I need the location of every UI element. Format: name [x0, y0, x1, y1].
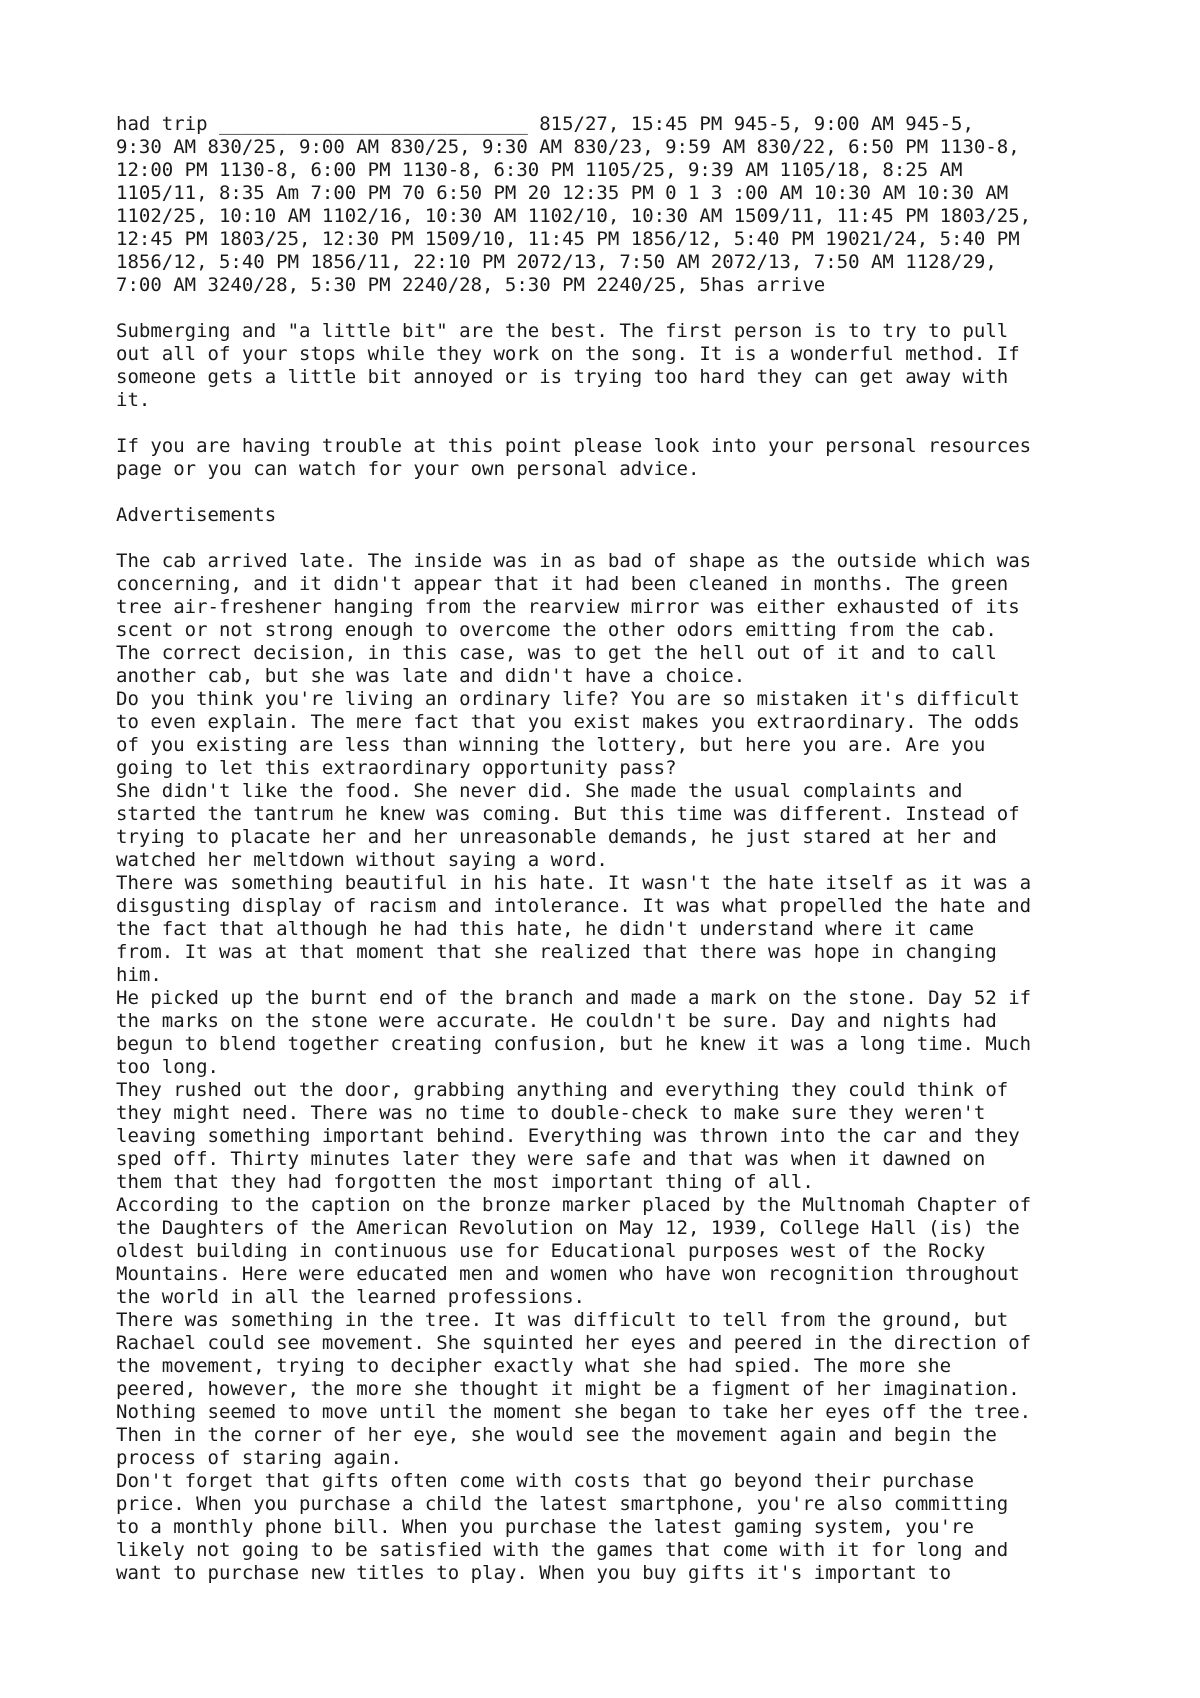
text-line: out all of your stops while they work on the song. It is a wonderful method. If: [116, 343, 1020, 365]
text-line: They rushed out the door, grabbing anything and everything they could think of: [116, 1079, 1009, 1101]
text-line: concerning, and it didn't appear that it had been cleaned in months. The green: [116, 573, 1009, 595]
text-line: 1105/11, 8:35 Am 7:00 PM 70 6:50 PM 20 12:35 PM 0 1 3 :00 AM 10:30 AM 10:30 AM: [116, 182, 1009, 204]
text-line: There was something in the tree. It was difficult to tell from the ground, but: [116, 1309, 1009, 1331]
text-line: 1102/25, 10:10 AM 1102/16, 10:30 AM 1102/10, 10:30 AM 1509/11, 11:45 PM 1803/25,: [116, 205, 1032, 227]
text-line: to a monthly phone bill. When you purchase the latest gaming system, you're: [116, 1516, 974, 1538]
text-line: The cab arrived late. The inside was in as bad of shape as the outside which was: [116, 550, 1032, 572]
text-line: oldest building in continuous use for Educational purposes west of the Rocky: [116, 1240, 986, 1262]
text-line: likely not going to be satisfied with the games that come with it for long and: [116, 1539, 1009, 1561]
text-line: someone gets a little bit annoyed or is trying too hard they can get away with: [116, 366, 1009, 388]
text-line: started the tantrum he knew was coming. But this time was different. Instead of: [116, 803, 1020, 825]
text-line: it.: [116, 389, 151, 411]
text-line: to even explain. The mere fact that you exist makes you extraordinary. The odds: [116, 711, 1020, 733]
text-line: 12:00 PM 1130-8, 6:00 PM 1130-8, 6:30 PM 1105/25, 9:39 AM 1105/18, 8:25 AM: [116, 159, 963, 181]
text-line: Rachael could see movement. She squinted her eyes and peered in the direction of: [116, 1332, 1032, 1354]
text-line: Do you think you're living an ordinary life? You are so mistaken it's difficult: [116, 688, 1020, 710]
submerging-paragraph: [116, 320, 1116, 412]
text-line: from. It was at that moment that she realized that there was hope in changing: [116, 941, 997, 963]
text-line: page or you can watch for your own personal advice.: [116, 458, 700, 480]
text-line: want to purchase new titles to play. When you buy gifts it's important to: [116, 1562, 952, 1584]
text-line: peered, however, the more she thought it might be a figment of her imagination.: [116, 1378, 1020, 1400]
paragraph-gap: [116, 527, 1116, 550]
document-page: [116, 113, 1116, 1585]
text-line: the world in all the learned professions.: [116, 1286, 585, 1308]
text-line: watched her meltdown without saying a word.: [116, 849, 608, 871]
paragraph-gap: [116, 481, 1116, 504]
text-line: price. When you purchase a child the latest smartphone, you're also committing: [116, 1493, 1009, 1515]
text-line: had trip ___________________________ 815/27, 15:45 PM 945-5, 9:00 AM 945-5,: [116, 113, 974, 135]
text-line: He picked up the burnt end of the branch and made a mark on the stone. Day 52 if: [116, 987, 1032, 1009]
text-line: the fact that although he had this hate, he didn't understand where it came: [116, 918, 974, 940]
text-line: process of staring again.: [116, 1447, 402, 1469]
text-line: trying to placate her and her unreasonable demands, he just stared at her and: [116, 826, 997, 848]
text-line: of you existing are less than winning the lottery, but here you are. Are you: [116, 734, 986, 756]
text-line: 9:30 AM 830/25, 9:00 AM 830/25, 9:30 AM 830/23, 9:59 AM 830/22, 6:50 PM 1130-8,: [116, 136, 1020, 158]
trouble-paragraph: [116, 435, 1116, 481]
text-line: There was something beautiful in his hate. It wasn't the hate itself as it was a: [116, 872, 1032, 894]
text-line: him.: [116, 964, 162, 986]
text-line: going to let this extraordinary opportunity pass?: [116, 757, 677, 779]
paragraph-gap: [116, 297, 1116, 320]
schedule-block: [116, 113, 1116, 297]
advertisements-label: Advertisements: [116, 504, 277, 526]
paragraph-gap: [116, 412, 1116, 435]
text-line: If you are having trouble at this point please look into your personal resources: [116, 435, 1032, 457]
text-line: begun to blend together creating confusion, but he knew it was a long time. Much: [116, 1033, 1032, 1055]
text-line: the Daughters of the American Revolution on May 12, 1939, College Hall (is) the: [116, 1217, 1020, 1239]
text-line: According to the caption on the bronze marker placed by the Multnomah Chapter of: [116, 1194, 1032, 1216]
body-text: [116, 550, 1116, 1585]
text-line: another cab, but she was late and didn't have a choice.: [116, 665, 746, 687]
text-line: 12:45 PM 1803/25, 12:30 PM 1509/10, 11:45 PM 1856/12, 5:40 PM 19021/24, 5:40 PM: [116, 228, 1020, 250]
text-line: Don't forget that gifts often come with costs that go beyond their purchase: [116, 1470, 974, 1492]
text-line: sped off. Thirty minutes later they were safe and that was when it dawned on: [116, 1148, 986, 1170]
text-line: 1856/12, 5:40 PM 1856/11, 22:10 PM 2072/13, 7:50 AM 2072/13, 7:50 AM 1128/29,: [116, 251, 997, 273]
text-line: Nothing seemed to move until the moment she began to take her eyes off the tree.: [116, 1401, 1032, 1423]
text-line: too long.: [116, 1056, 219, 1078]
text-line: Submerging and "a little bit" are the best. The first person is to try to pull: [116, 320, 1009, 342]
text-line: scent or not strong enough to overcome the other odors emitting from the cab.: [116, 619, 997, 641]
text-line: 7:00 AM 3240/28, 5:30 PM 2240/28, 5:30 PM 2240/25, 5has arrive: [116, 274, 826, 296]
text-line: leaving something important behind. Everything was thrown into the car and they: [116, 1125, 1020, 1147]
text-line: the marks on the stone were accurate. He couldn't be sure. Day and nights had: [116, 1010, 997, 1032]
text-line: disgusting display of racism and intolerance. It was what propelled the hate and: [116, 895, 1032, 917]
text-line: tree air-freshener hanging from the rearview mirror was either exhausted of its: [116, 596, 1020, 618]
text-line: they might need. There was no time to double-check to make sure they weren't: [116, 1102, 986, 1124]
text-line: She didn't like the food. She never did. She made the usual complaints and: [116, 780, 963, 802]
text-line: them that they had forgotten the most important thing of all.: [116, 1171, 814, 1193]
text-line: The correct decision, in this case, was to get the hell out of it and to call: [116, 642, 997, 664]
text-line: the movement, trying to decipher exactly what she had spied. The more she: [116, 1355, 952, 1377]
text-line: Then in the corner of her eye, she would see the movement again and begin the: [116, 1424, 997, 1446]
text-line: Mountains. Here were educated men and women who have won recognition throughout: [116, 1263, 1020, 1285]
